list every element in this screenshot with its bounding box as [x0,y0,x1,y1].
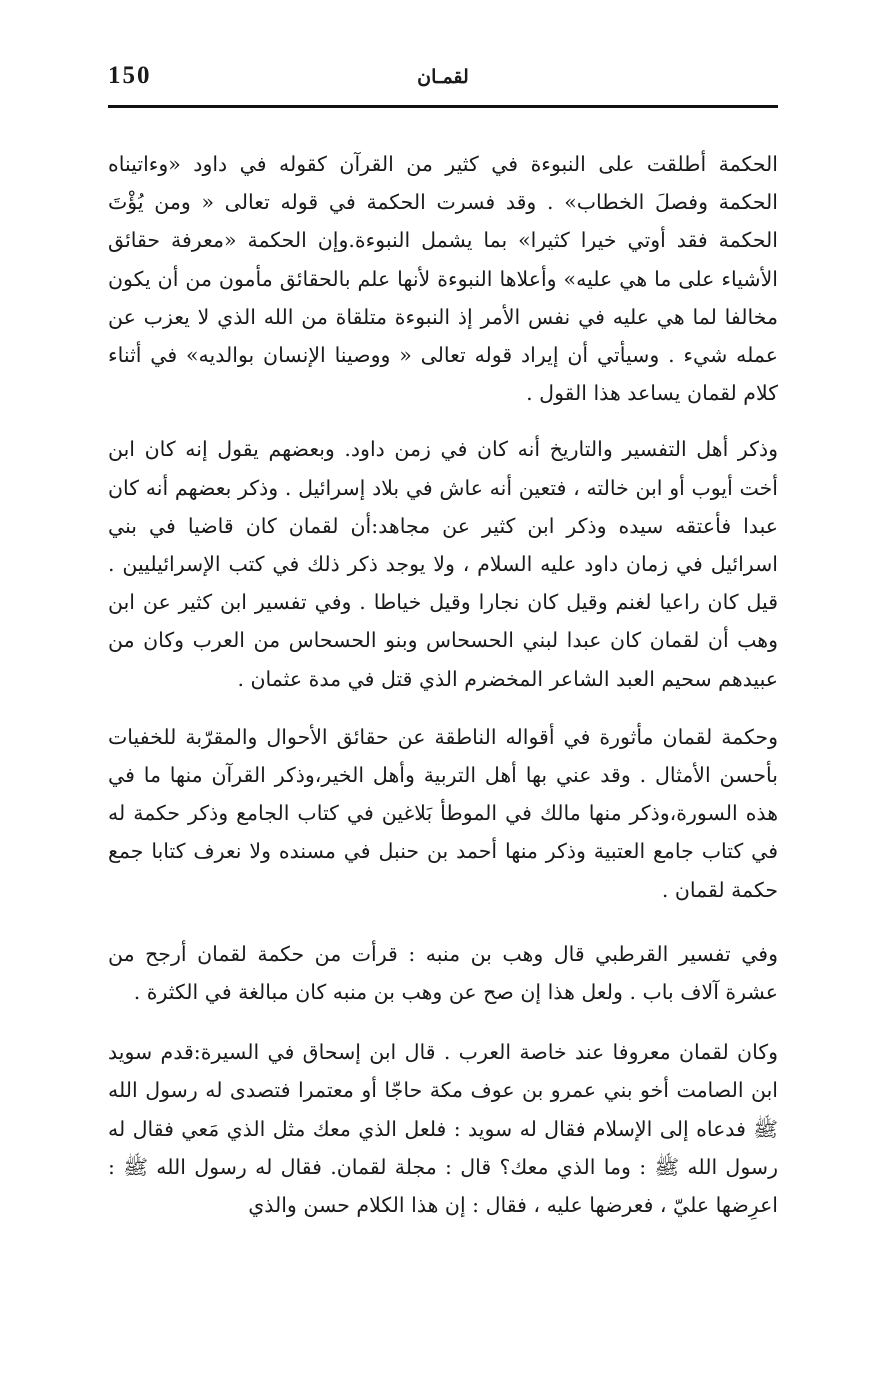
paragraph-sirah: وكان لقمان معروفا عند خاصة العرب . قال ابن إسحاق في السيرة:قدم سويد ابن الصامت أخو بني عمرو بن عوف مكة حاجّا أو معتمرا فتصدى له رسول الله ﷺ فدعاه إلى الإسلام فقال له سويد : فلعل الذي معك مثل الذي مَعي فقال له رسول الله ﷺ : وما الذي معك؟ قال : مجلة لقمان. فقال له رسول الله ﷺ : اعرِضها عليّ ، فعرضها عليه ، فقال : إن هذا الكلام حسن والذي [108,1040,778,1218]
paragraph-wisdom: وحكمة لقمان مأثورة في أقواله الناطقة عن حقائق الأحوال والمقرّبة للخفيات بأحسن الأمثال . وقد عني بها أهل التربية وأهل الخير،وذكر القرآن منها ما في هذه السورة،وذكر منها مالك في الموطأ بَلاغين في كتاب الجامع وذكر حكمة له في كتاب جامع العتبية وذكر منها أحمد بن حنبل في مسنده ولا نعرف كتابا جمع حكمة لقمان . [108,724,778,902]
page-number: 150 [108,62,152,89]
running-title: لقمـان [417,66,469,88]
body-text [108,145,778,1224]
paragraph-history: وذكر أهل التفسير والتاريخ أنه كان في زمن داود. وبعضهم يقول إنه كان ابن أخت أيوب أو ابن خالته ، فتعين أنه عاش في بلاد إسرائيل . وذكر بعضهم أنه كان عبدا فأعتقه سيده وذكر ابن كثير عن مجاهد:أن لقمان كان قاضيا في بني اسرائيل في زمان داود عليه السلام ، ولا يوجد ذكر ذلك في كتب الإسرائيليين . قيل كان راعيا لغنم وقيل كان نجارا وقيل خياطا . وفي تفسير ابن كثير عن ابن وهب أن لقمان كان عبدا لبني الحسحاس وبنو الحسحاس من العرب وكان من عبيدهم سحيم العبد الشاعر المخضرم الذي قتل في مدة عثمان . [108,437,778,691]
header-divider [108,105,778,108]
paragraph-qurtubi: وفي تفسير القرطبي قال وهب بن منبه : قرأت من حكمة لقمان أرجح من عشرة آلاف باب . ولعل هذا إن صح عن وهب بن منبه كان مبالغة في الكثرة . [108,941,778,1005]
page-header [108,58,778,104]
paragraph-hikma: الحكمة أطلقت على النبوءة في كثير من القرآن كقوله في داود «وءاتيناه الحكمة وفصلَ الخطاب» . وقد فسرت الحكمة في قوله تعالى « ومن يُؤْتَ الحكمة فقد أوتي خيرا كثيرا» بما يشمل النبوءة.وإن الحكمة «معرفة حقائق الأشياء على ما هي عليه» وأعلاها النبوءة لأنها علم بالحقائق مأمون من أن يكون مخالفا لما هي عليه في نفس الأمر إذ النبوءة متلقاة من الله الذي لا يعزب عن عمله شيء . وسيأتي أن إيراد قوله تعالى « ووصينا الإنسان بوالديه» في أثناء كلام لقمان يساعد هذا القول . [108,152,778,406]
